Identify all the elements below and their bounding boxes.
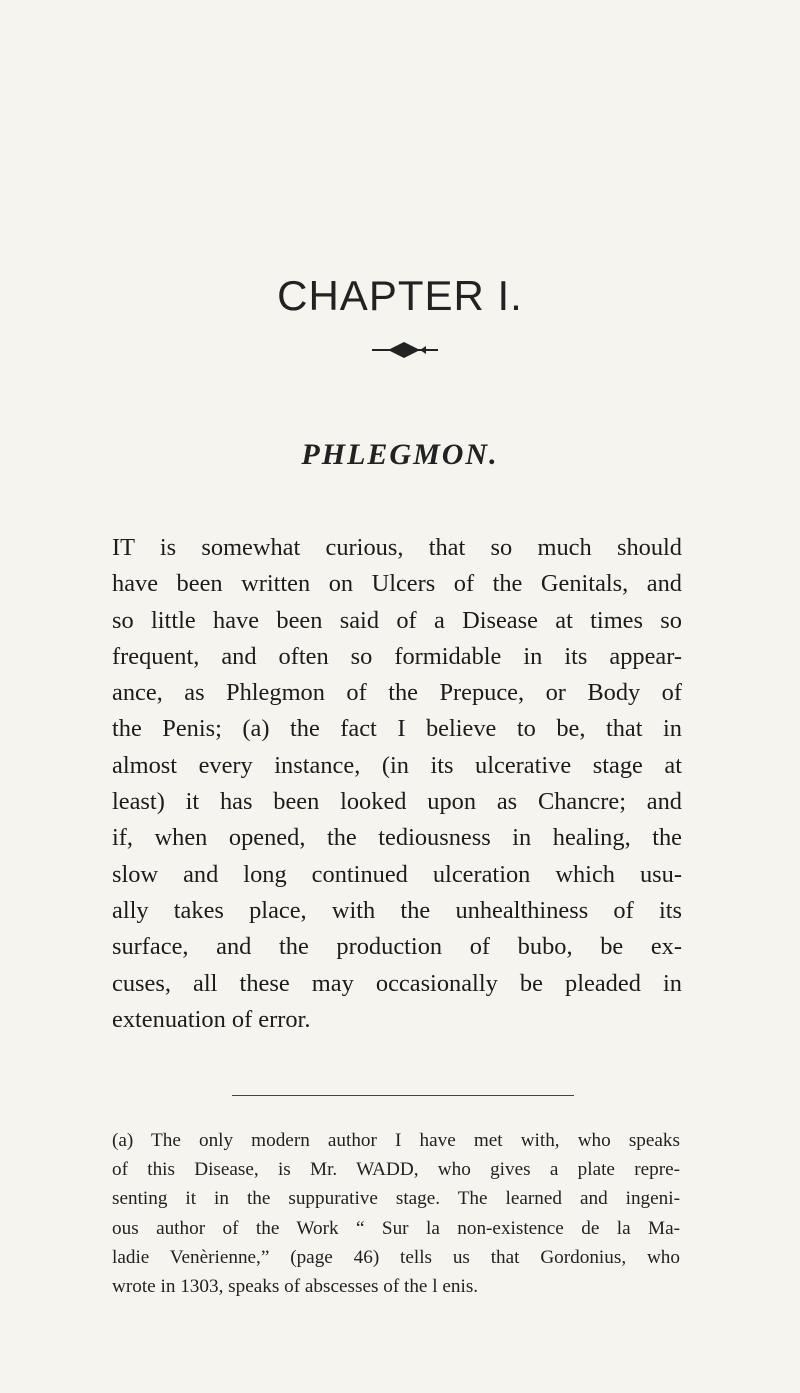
main-paragraph [112, 530, 682, 1038]
footnote-line: ous author of the Work “ Sur la non-existence de la Ma- [112, 1217, 680, 1239]
paragraph-line: surface, and the production of bubo, be ex- [112, 933, 682, 961]
paragraph-line: ance, as Phlegmon of the Prepuce, or Body of [112, 679, 682, 707]
footnote-line: of this Disease, is Mr. WADD, who gives a plate repre- [112, 1159, 680, 1181]
paragraph-line: cuses, all these may occasionally be pleaded in [112, 969, 682, 997]
chapter-heading: CHAPTER I. [277, 272, 523, 319]
paragraph-line: ally takes place, with the unhealthiness of its [112, 896, 682, 924]
footnote-line: (a) The only modern author I have met with, who speaks [112, 1130, 680, 1151]
paragraph-line: extenuation of error. [112, 1005, 311, 1033]
paragraph-line: almost every instance, (in its ulcerative stage at [112, 751, 682, 779]
paragraph-line: frequent, and often so formidable in its appear- [112, 642, 682, 670]
paragraph-line: so little have been said of a Disease at times so [112, 606, 682, 634]
footnote-divider [232, 1095, 574, 1096]
paragraph-line: have been written on Ulcers of the Genitals, and [112, 570, 682, 598]
section-title: PHLEGMON. [301, 438, 499, 471]
footnote-line: wrote in 1303, speaks of abscesses of the l enis. [112, 1276, 479, 1298]
paragraph-line: least) it has been looked upon as Chancre; and [112, 788, 682, 816]
paragraph-line: slow and long continued ulceration which usu- [112, 860, 682, 888]
flourish-ornament-icon [370, 338, 440, 362]
paragraph-line: IT is somewhat curious, that so much should [112, 534, 682, 561]
footnote-line: senting it in the suppurative stage. The learned and ingeni- [112, 1188, 680, 1210]
paragraph-line: if, when opened, the tediousness in healing, the [112, 824, 682, 852]
footnote-line: ladie Venèrienne,” (page 46) tells us that Gordonius, who [112, 1246, 680, 1268]
footnote [112, 1126, 680, 1301]
paragraph-line: the Penis; (a) the fact I believe to be, that in [112, 715, 682, 743]
